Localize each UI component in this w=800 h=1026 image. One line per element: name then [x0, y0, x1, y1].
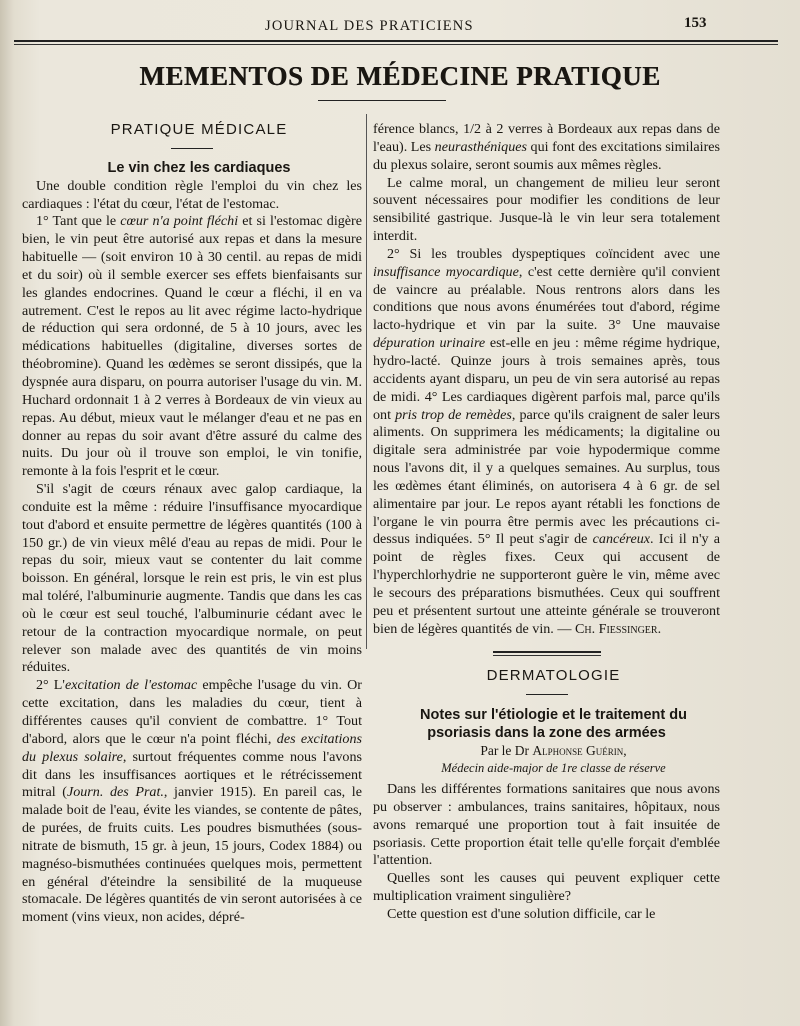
- author-role: Médecin aide-major de 1re classe de réserve: [441, 761, 666, 776]
- journal-name: JOURNAL DES PRATICIENS: [265, 18, 474, 34]
- column-divider: [366, 114, 367, 649]
- section-heading-pratique: PRATIQUE MÉDICALE: [110, 121, 288, 138]
- article-title-psoriasis: Notes sur l'étiologie et le traitement du psoriasis dans la zone des armées: [420, 707, 687, 742]
- header-rule-thin: [14, 44, 778, 45]
- running-header: [0, 10, 800, 38]
- paragraph: 2° L'excitation de l'estomac empêche l'usage du vin. Or cette excitation, dans les maladies du cœur, tient à différentes causes qu'il convient de combattre. 1° Tout d'abord, alors que le cœur n'a point fléchi, des excitations du plexus solaire, surtout fréquentes comme nous l'avons dit dans les insuffisances aortiques et le rétrécissement mitral (Journ. des Prat., janvier 1915). En pareil cas, le malade boit de l'eau, évite les viandes, se contente de pâtes, de purées, de fruits cuits. Les poudres bismuthées (sous-nitrate de bismuth, 15 gr. à jeun, 15 jours, Codex 1884) ou magnéso-bismuthées continuées quelques mois, permettent en général d'éteindre la sensibilité de la muqueuse stomacale. De légères quantités de vin seront autorisées à ce moment (vins vieux, non acides, dépré-: [22, 677, 362, 926]
- left-column: [22, 121, 362, 927]
- author-signature: Ch. Fiessinger.: [574, 620, 662, 637]
- paragraph: S'il s'agit de cœurs rénaux avec galop cardiaque, la conduite est la même : réduire l'insuffisance myocardique tout d'abord et ensuite permettre de légères quantités (100 à 150 gr.) de vin vieux mêlé d'eau au repas de midi. Pour le repas du soir, mieux vaut se contenter du lait comme boisson. En général, lorsque le rein est pris, le vin est plus mal toléré, l'albuminurie augmente. Tandis que dans les cas où le cœur est seul touché, l'albuminurie cédant avec le retour de la contraction myocardique normale, on peut relever son malade avec des quantités de vin moins réduites.: [22, 481, 362, 676]
- paragraph: Le calme moral, un changement de milieu leur seront souvent nécessaires pour modifier les conditions de leur sensibilité gastrique. Jusque-là le vin leur sera totalement interdit.: [373, 174, 720, 245]
- section-rule: [526, 694, 568, 695]
- byline: Par le Dr Alphonse Guérin,: [480, 743, 627, 759]
- page-number: 153: [684, 15, 707, 31]
- paragraph: 2° Si les troubles dyspeptiques coïncident avec une insuffisance myocardique, c'est cette dernière qu'il convient de vaincre au préalable. Nous rentrons alors dans les conditions que nous avons énumérées tout d'abord, régime lacto-hydrique et vin par la suite. 3° Une mauvaise dépuration urinaire est-elle en jeu : même régime hydrique, hydro-lacté. Quinze jours à trois semaines après, tous accidents ayant disparu, un peu de vin sera autorisé au repas de midi. 4° Les cardiaques digèrent parfois mal, parce qu'ils ont pris trop de remèdes, parce qu'ils craignent de saler leurs aliments. On supprimera les médicaments; la digitaline ou digitale sera administrée par voie hypodermique comme nous l'avons dit, il y a quelques semaines. Au surplus, tous les œdèmes étant éliminés, on autorisera 4 à 6 gr. de sel alimentaire par jour. Le repos ayant rétabli les fonctions de l'organe le vin pourra être permis avec les précautions ci-dessus indiquées. 5° Il peut s'agir de cancéreux. Ici il n'y a point de règles fixes. Ceux qui accusent de l'hyperchlorhydrie ne supporteront guère le vin, même avec le secours des préparations bismuthées. Ceux qui souffrent peu et présentent surtout une atteinte générale se trouveront bien de légères quantités de vin. — Ch. Fiessinger.: [373, 245, 720, 637]
- paragraph: Une double condition règle l'emploi du vin chez les cardiaques : l'état du cœur, l'état de l'estomac.: [22, 177, 362, 212]
- section-separator: [493, 651, 601, 656]
- paragraph: 1° Tant que le cœur n'a point fléchi et si l'estomac digère bien, le vin peut être autorisé aux repas et dans la mesure habituelle — (soit environ 10 à 30 centil. au repas de midi et du soir) où il semble exercer ses effets bienfaisants sur les glandes endocrines. Quand le cœur a fléchi, il en va autrement. C'est le repos au lit avec régime lacto-hydrique de réduction qui sera ordonné, de 5 à 10 jours, avec les médications habituelles (digitaline, diverses sortes de théobromine). Quand les œdèmes se seront dissipés, que la dyspnée aura disparu, on pourra autoriser l'usage du vin. M. Huchard ordonnait 1 à 2 verres à Bordeaux de vin vieux au repas. Au début, mieux vaut le mélanger d'eau et ne pas en donner au repas du soir avant d'être assuré du calme des nuits. Du jour où il trouve son emploi, le vin tonifie, remonte à la fois l'esprit et le cœur.: [22, 213, 362, 480]
- title-underline: [318, 100, 446, 101]
- right-column: [373, 121, 720, 924]
- paragraph: Cette question est d'une solution difficile, car le: [387, 905, 656, 922]
- paragraph: férence blancs, 1/2 à 2 verres à Bordeaux aux repas dans de l'eau). Les neurasthéniques qui font des excitations similaires du plexus solaire, seront soumis aux mêmes règles.: [373, 121, 721, 173]
- header-rule-thick: [14, 40, 778, 42]
- article-title-vin: Le vin chez les cardiaques: [107, 159, 291, 176]
- main-title: MEMENTOS DE MÉDECINE PRATIQUE: [139, 61, 661, 91]
- paragraph: Dans les différentes formations sanitaires que nous avons pu observer : ambulances, trains sanitaires, hôpitaux, nous avons remarqué une proportion tout à fait insuitée de psoriasis. Cette proportion était telle qu'elle forçait d'emblée l'attention.: [373, 781, 720, 869]
- paragraph: Quelles sont les causes qui peuvent expliquer cette multiplication vraiment singulière?: [373, 870, 720, 905]
- section-rule: [171, 148, 213, 149]
- section-heading-dermatologie: DERMATOLOGIE: [486, 667, 621, 685]
